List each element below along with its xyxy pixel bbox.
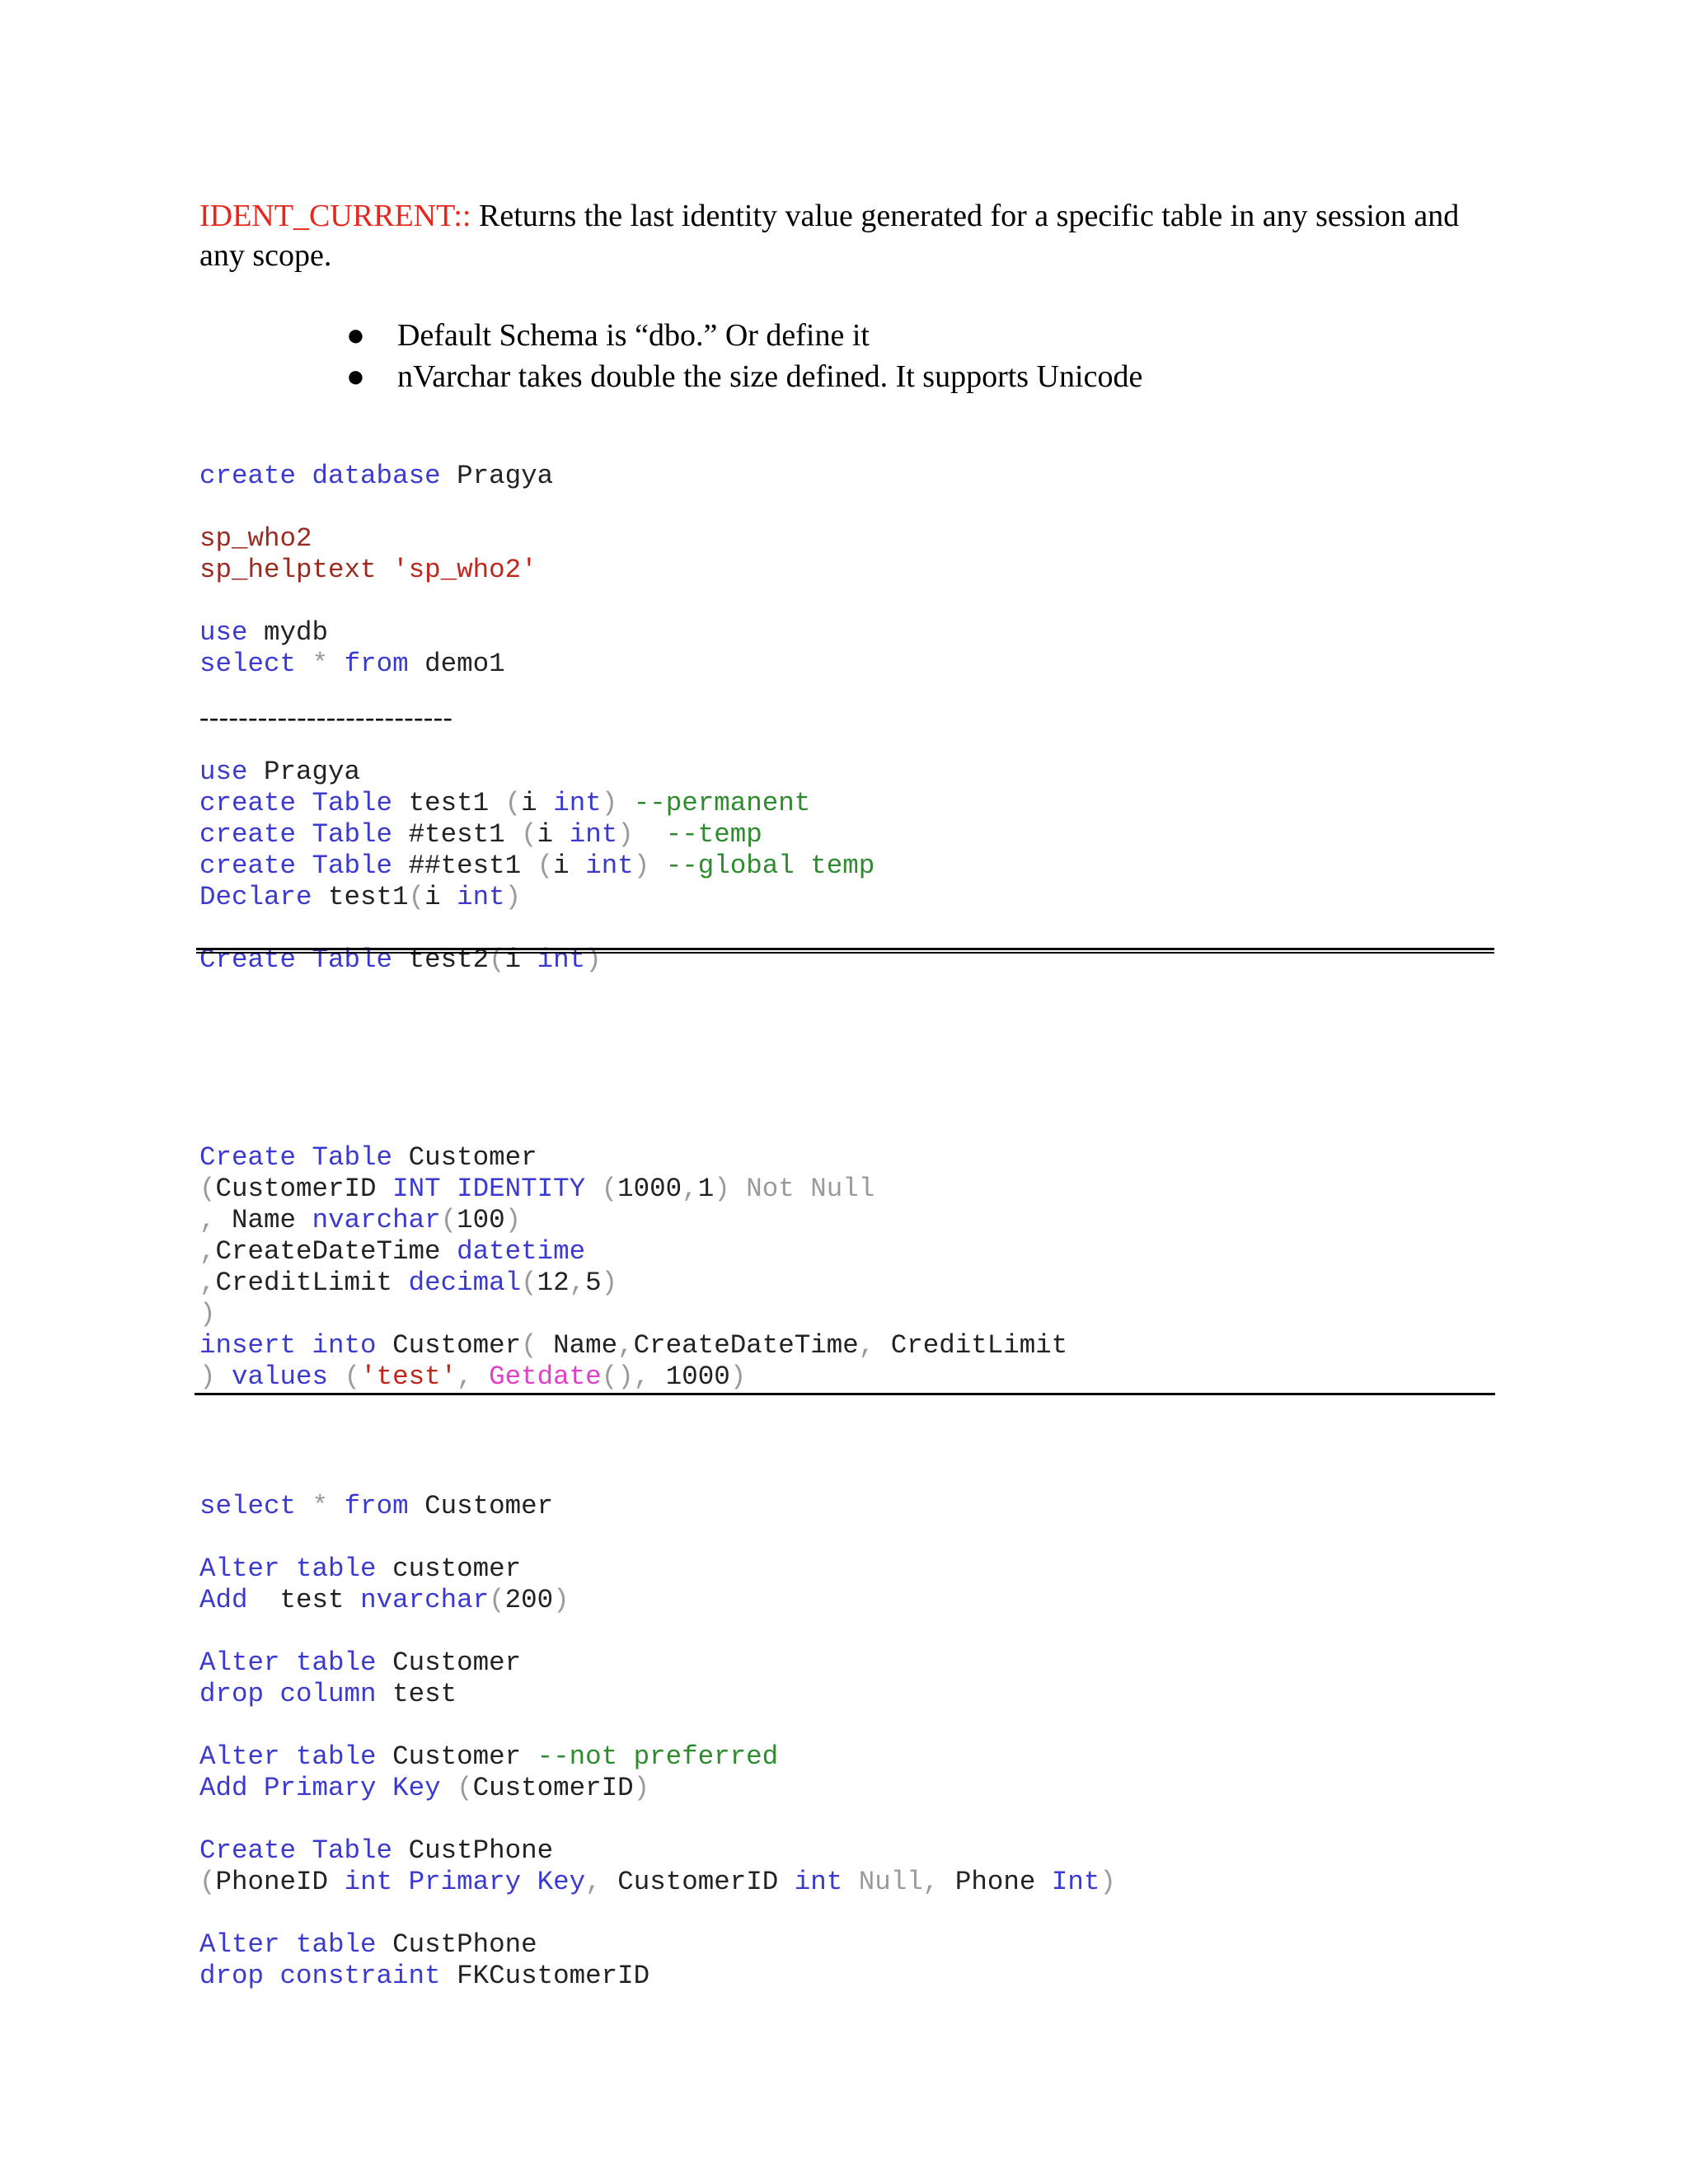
code-comma: ,: [457, 1361, 473, 1392]
code-identifier: test2: [408, 944, 490, 975]
code-operator: *: [312, 649, 329, 679]
code-identifier: CustPhone: [392, 1929, 537, 1960]
code-line: [199, 1236, 1067, 1268]
code-keyword: Add: [199, 1585, 248, 1615]
code-identifier: customer: [392, 1554, 522, 1584]
code-string: 'sp_who2': [392, 555, 537, 585]
code-paren: (: [521, 1330, 537, 1361]
bullet-text: nVarchar takes double the size defined. It supports Unicode: [397, 359, 1143, 394]
code-identifier: CreateDateTime: [215, 1236, 441, 1267]
code-identifier: Customer: [392, 1330, 522, 1361]
code-keyword: Create: [199, 1142, 297, 1173]
code-line: [199, 851, 874, 882]
code-paren: (: [344, 1361, 361, 1392]
code-paren: ): [633, 1773, 650, 1803]
code-line: [199, 882, 874, 913]
code-identifier: test1: [408, 788, 490, 818]
code-identifier: test1: [328, 882, 409, 912]
code-paren: ): [504, 1205, 522, 1235]
code-keyword-gray: Not: [746, 1174, 795, 1204]
code-keyword: into: [312, 1330, 377, 1361]
code-keyword: database: [312, 461, 441, 491]
code-procedure: sp_who2: [199, 523, 312, 554]
code-identifier: i: [553, 851, 570, 881]
code-keyword: Primary: [264, 1773, 377, 1803]
code-identifier: CustomerID: [617, 1867, 779, 1897]
bullet-dot-icon: ●: [346, 318, 365, 353]
code-keyword: create: [199, 819, 297, 850]
code-identifier: PhoneID: [215, 1867, 329, 1897]
code-comma: ,: [199, 1268, 216, 1298]
code-comma: ,: [199, 1236, 216, 1267]
code-paren: (: [199, 1867, 216, 1897]
code-identifier: Name: [553, 1330, 618, 1361]
code-comment: --global temp: [665, 851, 875, 881]
code-keyword: int: [457, 882, 505, 912]
code-keyword-gray: Null: [858, 1867, 923, 1897]
code-keyword: int: [569, 819, 618, 850]
code-line: [199, 1299, 1067, 1330]
code-line: [199, 1330, 1067, 1361]
code-identifier: Customer: [408, 1142, 537, 1173]
code-keyword: values: [232, 1361, 329, 1392]
code-keyword: nvarchar: [312, 1205, 441, 1235]
code-paren: ): [199, 1361, 216, 1392]
code-keyword: int: [553, 788, 602, 818]
code-operator: *: [312, 1491, 329, 1521]
code-line: [199, 1491, 1116, 1522]
code-identifier: CustomerID: [472, 1773, 634, 1803]
code-procedure: sp_helptext: [199, 555, 377, 585]
single-rule-divider: [195, 1393, 1495, 1395]
code-keyword-gray: Null: [810, 1174, 875, 1204]
code-keyword: Alter: [199, 1647, 280, 1678]
code-keyword: Key: [392, 1773, 441, 1803]
code-function: Getdate: [489, 1361, 602, 1392]
code-keyword: Alter: [199, 1929, 280, 1960]
code-block-4: [199, 1460, 1116, 1992]
code-paren: ): [601, 1268, 618, 1298]
code-paren: ): [504, 882, 522, 912]
code-paren: ): [585, 944, 602, 975]
code-block-3: [199, 1111, 1067, 1393]
code-paren: (: [601, 1174, 618, 1204]
code-block-2: [199, 725, 874, 976]
bullet-item: [346, 315, 1142, 356]
code-keyword: datetime: [457, 1236, 586, 1267]
code-identifier: Pragya: [264, 757, 361, 787]
code-line: [199, 461, 553, 492]
code-line: [199, 555, 553, 586]
code-line: [199, 757, 874, 788]
code-paren: (: [521, 1268, 537, 1298]
code-line: [199, 1929, 1116, 1961]
code-keyword: table: [296, 1647, 377, 1678]
code-identifier: Pragya: [457, 461, 554, 491]
code-keyword: Declare: [199, 882, 312, 912]
intro-paragraph: [199, 196, 1502, 275]
code-paren: (: [489, 1585, 505, 1615]
code-paren: ): [714, 1174, 730, 1204]
code-paren: (: [457, 1773, 473, 1803]
code-comment: --permanent: [633, 788, 811, 818]
code-keyword: create: [199, 851, 297, 881]
code-keyword: int: [537, 944, 586, 975]
code-keyword: Alter: [199, 1554, 280, 1584]
code-keyword: nvarchar: [360, 1585, 490, 1615]
code-paren: ): [1100, 1867, 1116, 1897]
code-paren: (: [537, 851, 554, 881]
code-identifier: Name: [232, 1205, 297, 1235]
code-keyword: Create: [199, 1835, 297, 1866]
bullet-text: Default Schema is “dbo.” Or define it: [397, 318, 870, 353]
code-keyword: int: [794, 1867, 843, 1897]
code-keyword: drop: [199, 1961, 265, 1991]
code-number: 1: [697, 1174, 715, 1204]
bullet-dot-icon: ●: [346, 359, 365, 394]
double-rule-divider: [196, 948, 1494, 954]
code-keyword: Int: [1051, 1867, 1100, 1897]
code-line: [199, 1773, 1116, 1804]
code-number: 12: [537, 1268, 570, 1298]
separator-dashes: --------------------------: [199, 702, 453, 733]
code-keyword: use: [199, 617, 248, 648]
code-keyword: insert: [199, 1330, 297, 1361]
code-paren: (: [504, 788, 522, 818]
code-keyword: use: [199, 757, 248, 787]
code-identifier: test: [279, 1585, 345, 1615]
code-keyword: constraint: [279, 1961, 441, 1991]
code-line: [199, 1174, 1067, 1205]
code-paren: (: [489, 944, 505, 975]
code-line: [199, 1741, 1116, 1773]
code-comma: ,: [858, 1330, 875, 1361]
code-line: [199, 788, 874, 819]
code-block-1: [199, 429, 553, 680]
code-identifier: i: [424, 882, 441, 912]
code-line: [199, 649, 553, 680]
code-line: [199, 1585, 1116, 1616]
code-line: [199, 1268, 1067, 1299]
code-line: [199, 1961, 1116, 1992]
code-line: [199, 1867, 1116, 1898]
code-line: [199, 523, 553, 555]
code-keyword: Table: [312, 1142, 393, 1173]
code-paren: (: [199, 1174, 216, 1204]
code-identifier: CustomerID: [215, 1174, 377, 1204]
code-keyword: int: [585, 851, 634, 881]
code-line: [199, 1679, 1116, 1710]
intro-term: IDENT_CURRENT::: [199, 199, 471, 233]
code-identifier: i: [521, 788, 537, 818]
code-comma: ,: [569, 1268, 586, 1298]
code-number: 1000: [665, 1361, 730, 1392]
code-line: [199, 1205, 1067, 1236]
code-paren: ): [553, 1585, 570, 1615]
code-identifier: FKCustomerID: [457, 1961, 650, 1991]
code-paren: ): [729, 1361, 747, 1392]
code-identifier: CustPhone: [408, 1835, 554, 1866]
intro-text: Returns the last identity value generated for a specific table in any session and any scope.: [199, 199, 1460, 273]
code-keyword: Primary: [408, 1867, 522, 1897]
code-keyword: table: [296, 1554, 377, 1584]
code-keyword: Key: [537, 1867, 586, 1897]
code-keyword: create: [199, 461, 297, 491]
code-keyword: INT: [392, 1174, 441, 1204]
code-keyword: Table: [312, 1835, 393, 1866]
code-identifier: ##test1: [408, 851, 522, 881]
code-keyword: from: [344, 649, 409, 679]
code-comma: ,: [199, 1205, 216, 1235]
code-paren: ): [617, 819, 634, 850]
code-number: 1000: [617, 1174, 682, 1204]
code-keyword: Table: [312, 851, 393, 881]
code-keyword: IDENTITY: [457, 1174, 586, 1204]
code-line: [199, 819, 874, 851]
code-identifier: Customer: [424, 1491, 554, 1521]
code-keyword: decimal: [408, 1268, 522, 1298]
code-comma: ,: [585, 1867, 602, 1897]
code-keyword: Table: [312, 819, 393, 850]
code-paren: (: [408, 882, 425, 912]
code-line: [199, 1835, 1116, 1867]
code-identifier: CreditLimit: [890, 1330, 1068, 1361]
code-identifier: Customer: [392, 1647, 522, 1678]
code-paren: (: [440, 1205, 457, 1235]
code-keyword: column: [279, 1679, 377, 1709]
bullet-item: [346, 356, 1142, 397]
code-identifier: i: [504, 944, 522, 975]
code-comment: --temp: [665, 819, 762, 850]
code-paren: ): [199, 1299, 216, 1329]
code-identifier: Phone: [954, 1867, 1036, 1897]
code-number: 100: [457, 1205, 505, 1235]
code-number: 5: [585, 1268, 602, 1298]
code-number: 200: [504, 1585, 554, 1615]
code-paren: (): [601, 1361, 634, 1392]
code-keyword: table: [296, 1741, 377, 1772]
code-identifier: demo1: [424, 649, 505, 679]
code-paren: (: [521, 819, 537, 850]
code-line: [199, 1361, 1067, 1393]
code-comma: ,: [617, 1330, 634, 1361]
code-comma: ,: [682, 1174, 698, 1204]
bullet-list: [346, 315, 1142, 397]
code-identifier: #test1: [408, 819, 505, 850]
code-paren: ): [601, 788, 618, 818]
code-keyword: from: [344, 1491, 409, 1521]
code-comma: ,: [922, 1867, 940, 1897]
code-keyword: Table: [312, 788, 393, 818]
code-keyword: select: [199, 1491, 297, 1521]
code-keyword: create: [199, 788, 297, 818]
code-keyword: select: [199, 649, 297, 679]
code-identifier: mydb: [264, 617, 329, 648]
code-line: [199, 1142, 1067, 1174]
code-line: [199, 1647, 1116, 1679]
code-identifier: i: [537, 819, 554, 850]
code-identifier: test: [392, 1679, 457, 1709]
code-comma: ,: [633, 1361, 650, 1392]
code-keyword: Create: [199, 944, 297, 975]
code-string: 'test': [360, 1361, 457, 1392]
code-identifier: CreditLimit: [215, 1268, 393, 1298]
code-line: [199, 1554, 1116, 1585]
code-line: [199, 617, 553, 649]
code-keyword: Table: [312, 944, 393, 975]
code-identifier: Customer: [392, 1741, 522, 1772]
code-identifier: CreateDateTime: [633, 1330, 859, 1361]
code-comment: --not preferred: [537, 1741, 779, 1772]
code-keyword: drop: [199, 1679, 265, 1709]
code-paren: ): [633, 851, 650, 881]
code-keyword: Alter: [199, 1741, 280, 1772]
code-keyword: Add: [199, 1773, 248, 1803]
code-keyword: int: [344, 1867, 393, 1897]
code-keyword: table: [296, 1929, 377, 1960]
